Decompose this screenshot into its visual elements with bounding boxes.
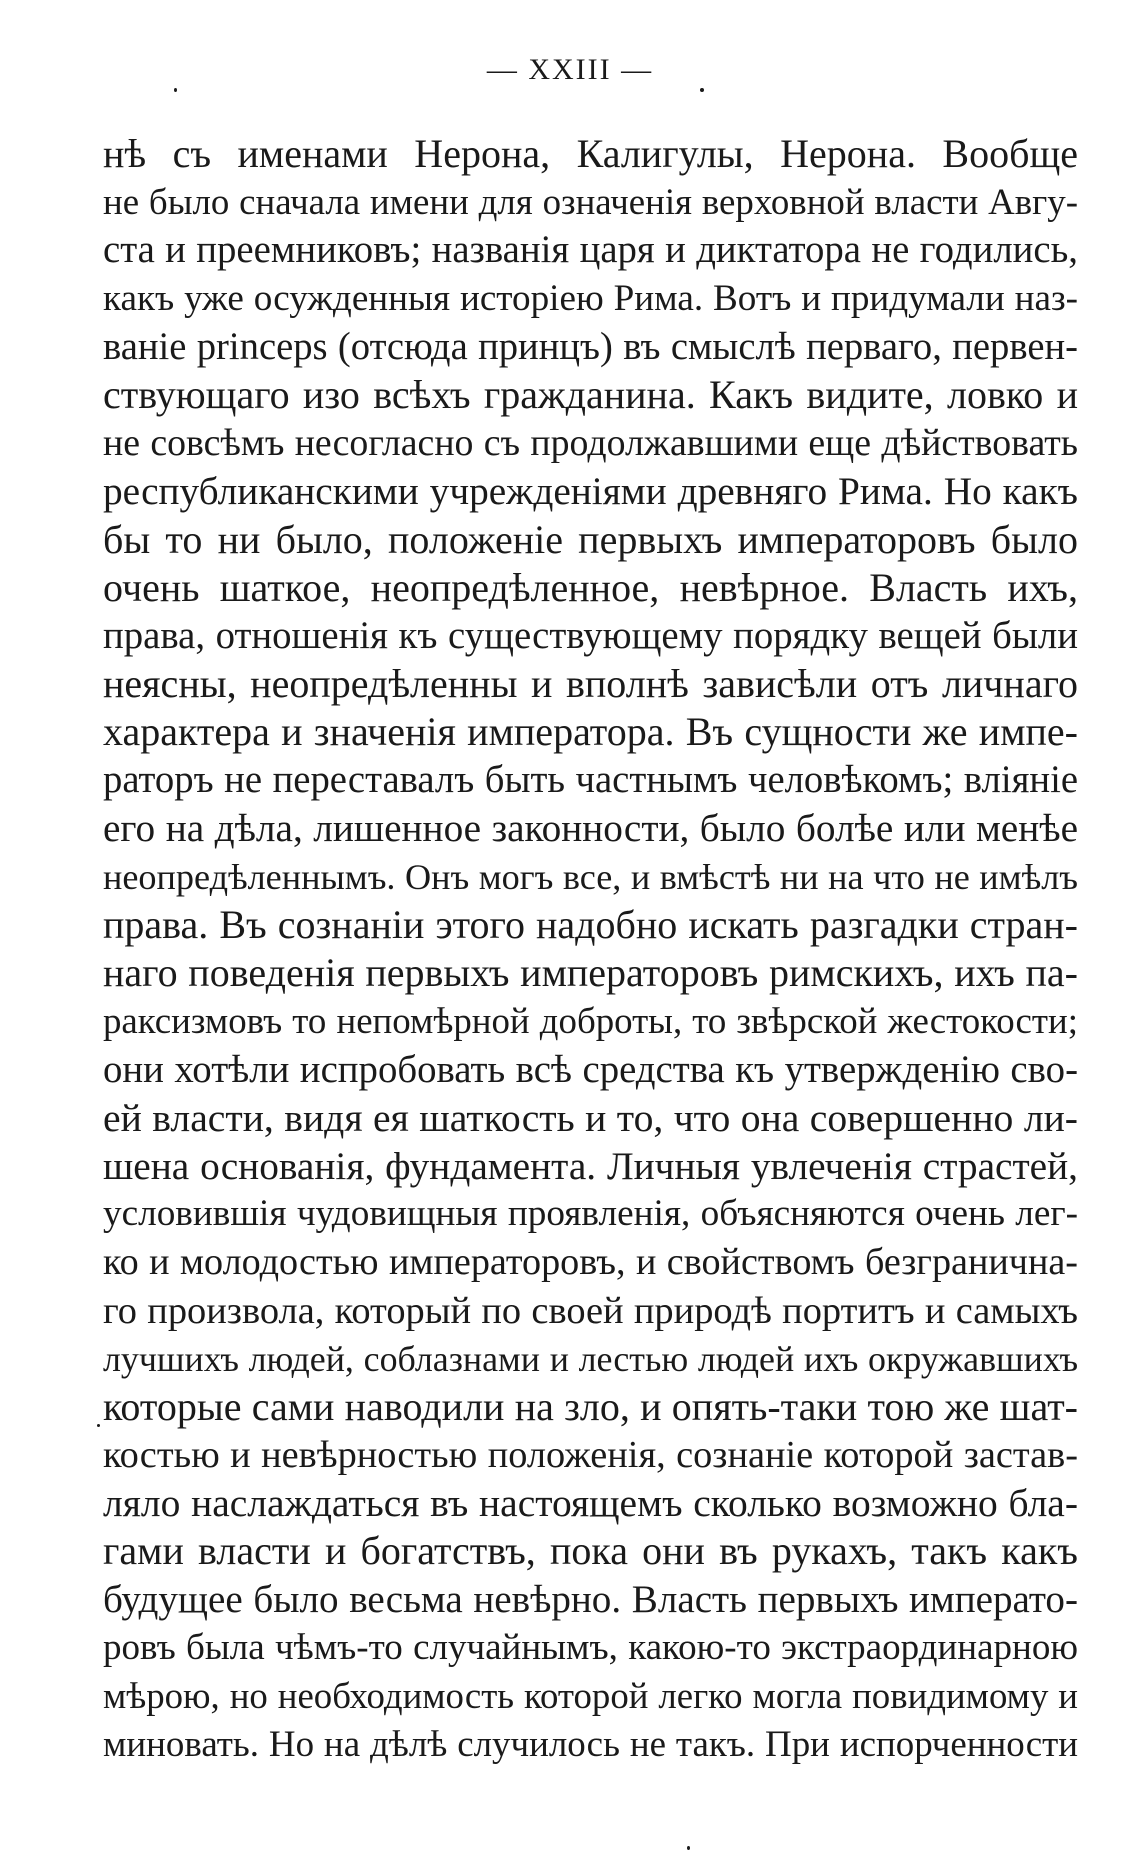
text-line: мѣрою, но необходимость которой легко могла повидимому и [103,1675,1078,1716]
text-line: ей власти, видя ея шаткость и то, что она совершенно ли- [103,1095,1078,1140]
text-line: ствующаго изо всѣхъ гражданина. Какъ видите, ловко и [103,371,1078,417]
page-number-header: — XXIII — [486,53,654,86]
text-line: условившія чудовищныя проявленія, объясняются очень лег- [103,1193,1078,1235]
text-line: республиканскими учрежденіями древняго Рима. Но какъ [103,469,1078,514]
text-line: они хотѣли испробовать всѣ средства къ утвержденію сво- [103,1047,1078,1091]
text-line: ста и преемниковъ; названія царя и диктатора не годились, [103,228,1078,272]
text-line: костью и невѣрностью положенія, сознаніе которой застав- [103,1434,1078,1477]
text-line: раторъ не переставалъ быть частнымъ человѣкомъ; вліяніе [103,759,1078,802]
text-line: не совсѣмъ несогласно съ продолжавшими еще дѣйствовать [103,422,1078,465]
scan-speck [687,1846,690,1850]
body-text [103,130,1078,1768]
text-line: ровъ была чѣмъ-то случайнымъ, какою-то экстраординарною [103,1626,1078,1668]
text-line: миновать. Но на дѣлѣ случилось не такъ. При испорченности [103,1723,1078,1765]
scan-speck [97,1424,100,1427]
text-line: права, отношенія къ существующему порядку вещей были [103,613,1078,657]
text-line: нѣ съ именами Нерона, Калигулы, Нерона. Вообще [103,131,1078,176]
text-line: будущее было весьма невѣрно. Власть первыхъ императо- [103,1577,1078,1621]
text-line: раксизмовъ то непомѣрной доброты, то звѣрской жестокости; [103,1000,1078,1042]
text-line: ляло наслаждаться въ настоящемъ сколько возможно бла- [103,1481,1078,1526]
text-line: ваніе princeps (отсюда принцъ) въ смыслѣ перваго, первен- [103,325,1078,368]
text-line: ко и молодостью императоровъ, и свойствомъ безгранична- [103,1241,1078,1284]
scan-speck [700,88,704,92]
text-line: шена основанія, фундамента. Личныя увлеченія страстей, [103,1143,1078,1188]
text-line: наго поведенія первыхъ императоровъ римскихъ, ихъ па- [103,950,1078,996]
text-line: характера и значенія императора. Въ сущности же импе- [103,709,1078,755]
text-line: гами власти и богатствъ, пока они въ рукахъ, такъ какъ [103,1528,1078,1574]
text-line: которые сами наводили на зло, и опять-таки тою же шат- [103,1383,1078,1429]
text-line: бы то ни было, положеніе первыхъ императоровъ было [103,516,1078,562]
text-line: не было сначала имени для означенія верховной власти Авгу- [103,181,1078,223]
text-line: неопредѣленнымъ. Онъ могъ все, и вмѣстѣ ни на что не имѣлъ [103,856,1078,897]
text-line: го произвола, который по своей природѣ портитъ и самыхъ [103,1289,1078,1332]
text-line: какъ уже осужденныя исторіею Рима. Вотъ и придумали наз- [103,277,1078,319]
text-line: неясны, неопредѣленны и вполнѣ зависѣли отъ личнаго [103,661,1078,707]
scan-speck [174,88,177,92]
text-line: его на дѣла, лишенное законности, было болѣе или менѣе [103,806,1078,850]
text-line: лучшихъ людей, соблазнами и лестью людей ихъ окружавшихъ [103,1338,1078,1379]
text-line: права. Въ сознаніи этого надобно искать разгадки стран- [103,902,1078,947]
text-line: очень шаткое, неопредѣленное, невѣрное. Власть ихъ, [103,564,1078,610]
